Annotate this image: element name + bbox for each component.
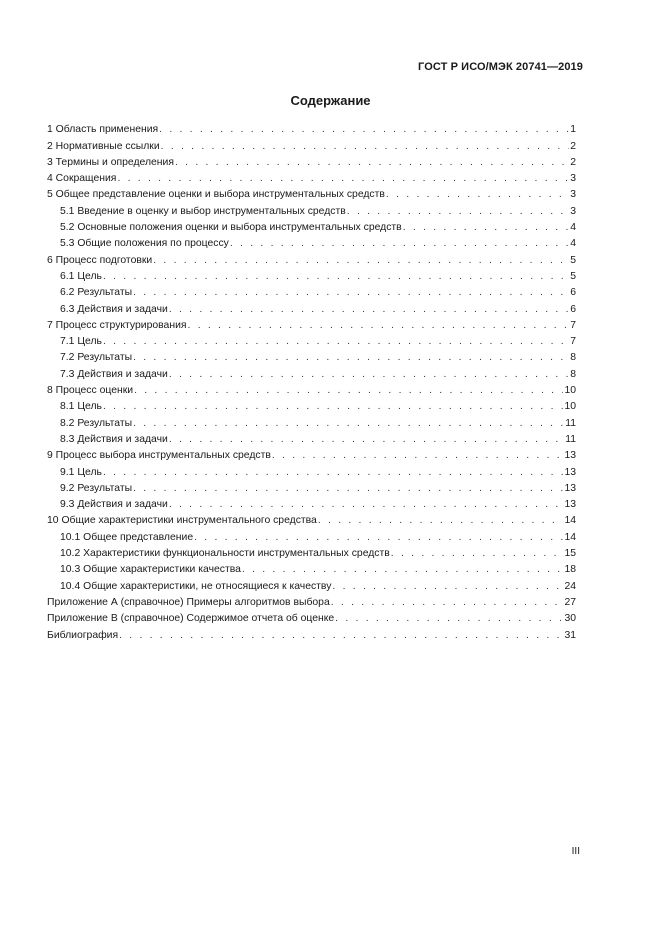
toc-entry-label: 9 Процесс выбора инструментальных средств [47,450,271,462]
toc-entry[interactable] [47,609,576,625]
toc-leader-dots [403,221,570,234]
toc-leader-dots [347,205,569,218]
toc-leader-dots [230,237,569,250]
toc-entry-page: 18 [564,564,576,576]
toc-entry-label: 10.2 Характеристики функциональности инструментальных средств [60,548,390,560]
toc-leader-dots [161,140,570,153]
toc-entry[interactable] [47,495,576,511]
page-number: III [571,846,580,857]
toc-leader-dots [242,563,564,576]
toc-leader-dots [335,612,563,625]
toc-entry-label: Библиография [47,629,119,641]
toc-leader-dots [133,286,569,299]
toc-leader-dots [331,596,564,609]
toc-entry[interactable] [47,267,576,283]
toc-entry-page: 13 [564,482,576,494]
toc-entry[interactable] [47,593,576,609]
toc-entry-page: 5 [570,254,576,266]
toc-entry-label: 4 Сокращения [47,173,117,185]
toc-entry-page: 14 [564,531,576,543]
toc-entry-label: Приложение В (справочное) Содержимое отчета об оценке [47,613,335,625]
toc-entry[interactable] [47,560,576,576]
toc-entry-page: 24 [564,580,576,592]
toc-leader-dots [103,400,564,413]
toc-entry-label: 3 Термины и определения [47,156,174,168]
toc-entry-label: 10 Общие характеристики инструментального средства [47,515,317,527]
toc-entry[interactable] [47,397,576,413]
toc-entry-label: 5.3 Общие положения по процессу [60,238,229,250]
toc-entry-page: 3 [570,173,576,185]
toc-entry[interactable] [47,479,576,495]
toc-entry-label: 10.3 Общие характеристики качества [60,564,241,576]
toc-entry-label: 1 Область применения [47,124,159,136]
toc-entry-page: 14 [564,515,576,527]
toc-entry-label: 5.2 Основные положения оценки и выбора инструментальных средств [60,222,402,234]
toc-entry[interactable] [47,169,576,185]
toc-leader-dots [188,319,570,332]
toc-entry-label: 5 Общее представление оценки и выбора инструментальных средств [47,189,385,201]
toc-entry-label: 7.2 Результаты [60,352,133,364]
toc-entry[interactable] [47,446,576,462]
toc-entry-page: 5 [570,270,576,282]
toc-leader-dots [175,156,569,169]
toc-leader-dots [272,449,564,462]
toc-entry[interactable] [47,234,576,250]
toc-entry-page: 10 [564,401,576,413]
document-number: ГОСТ Р ИСО/МЭК 20741—2019 [418,61,583,73]
toc-entry-label: 10.1 Общее представление [60,531,194,543]
toc-entry[interactable] [47,153,576,169]
toc-entry-label: 6.1 Цель [60,270,102,282]
toc-leader-dots [103,270,569,283]
toc-leader-dots [133,417,564,430]
toc-entry-label: 6.2 Результаты [60,287,133,299]
toc-entry-page: 11 [565,433,576,445]
table-of-contents [47,120,576,642]
toc-entry-label: 10.4 Общие характеристики, не относящиеся к качеству [60,580,332,592]
toc-title: Содержание [290,93,371,108]
toc-leader-dots [169,498,564,511]
toc-leader-dots [103,466,564,479]
toc-leader-dots [133,351,569,364]
toc-entry[interactable] [47,576,576,592]
toc-leader-dots [169,433,564,446]
toc-leader-dots [134,384,563,397]
toc-entry-page: 6 [570,303,576,315]
toc-leader-dots [117,172,569,185]
toc-entry-page: 2 [570,156,576,168]
toc-entry-label: 7 Процесс структурирования [47,319,187,331]
toc-entry-label: Приложение А (справочное) Примеры алгоритмов выбора [47,596,330,608]
toc-entry-label: 7.3 Действия и задачи [60,368,168,380]
toc-entry-page: 13 [564,466,576,478]
toc-entry[interactable] [47,364,576,380]
toc-entry[interactable] [47,430,576,446]
toc-entry-label: 8.1 Цель [60,401,102,413]
toc-entry-label: 6.3 Действия и задачи [60,303,168,315]
toc-entry-page: 3 [570,189,576,201]
toc-entry-page: 13 [564,499,576,511]
toc-entry-label: 8 Процесс оценки [47,385,134,397]
toc-entry-page: 27 [564,596,576,608]
toc-entry[interactable] [47,185,576,201]
toc-entry-page: 3 [570,205,576,217]
toc-entry[interactable] [47,201,576,217]
toc-entry-label: 7.1 Цель [60,336,102,348]
toc-leader-dots [391,547,564,560]
toc-entry[interactable] [47,218,576,234]
toc-entry-label: 8.2 Результаты [60,417,133,429]
toc-leader-dots [133,482,563,495]
toc-entry-page: 31 [564,629,576,641]
toc-entry-label: 2 Нормативные ссылки [47,140,160,152]
toc-entry-page: 30 [564,613,576,625]
toc-entry-label: 8.3 Действия и задачи [60,433,168,445]
toc-leader-dots [159,123,569,136]
toc-entry-page: 13 [564,450,576,462]
toc-entry-page: 2 [570,140,576,152]
toc-entry[interactable] [47,527,576,543]
toc-entry-page: 8 [570,352,576,364]
toc-entry-label: 9.1 Цель [60,466,102,478]
toc-entry[interactable] [47,348,576,364]
toc-entry[interactable] [47,544,576,560]
toc-entry-page: 7 [570,336,576,348]
toc-leader-dots [169,368,569,381]
toc-entry[interactable] [47,136,576,152]
toc-entry[interactable] [47,381,576,397]
toc-entry[interactable] [47,511,576,527]
toc-entry-page: 1 [570,124,576,136]
toc-leader-dots [153,254,569,267]
toc-entry[interactable] [47,413,576,429]
toc-entry-page: 15 [564,548,576,560]
toc-entry[interactable] [47,283,576,299]
toc-entry[interactable] [47,332,576,348]
toc-leader-dots [332,580,563,593]
toc-entry-page: 4 [570,222,576,234]
toc-entry-page: 11 [565,417,576,429]
toc-entry[interactable] [47,250,576,266]
toc-leader-dots [318,514,564,527]
toc-entry-page: 4 [570,238,576,250]
toc-leader-dots [103,335,569,348]
toc-entry[interactable] [47,120,576,136]
toc-leader-dots [194,531,563,544]
toc-entry[interactable] [47,625,576,641]
toc-entry-label: 5.1 Введение в оценку и выбор инструментальных средств [60,205,346,217]
toc-entry-page: 6 [570,287,576,299]
toc-entry-label: 9.2 Результаты [60,482,133,494]
toc-entry[interactable] [47,462,576,478]
toc-entry-label: 6 Процесс подготовки [47,254,153,266]
toc-entry[interactable] [47,299,576,315]
toc-entry-page: 7 [570,319,576,331]
toc-entry-page: 10 [564,385,576,397]
toc-entry-page: 8 [570,368,576,380]
toc-entry-label: 9.3 Действия и задачи [60,499,168,511]
toc-entry[interactable] [47,316,576,332]
toc-leader-dots [386,188,569,201]
toc-leader-dots [169,303,569,316]
toc-leader-dots [119,629,563,642]
